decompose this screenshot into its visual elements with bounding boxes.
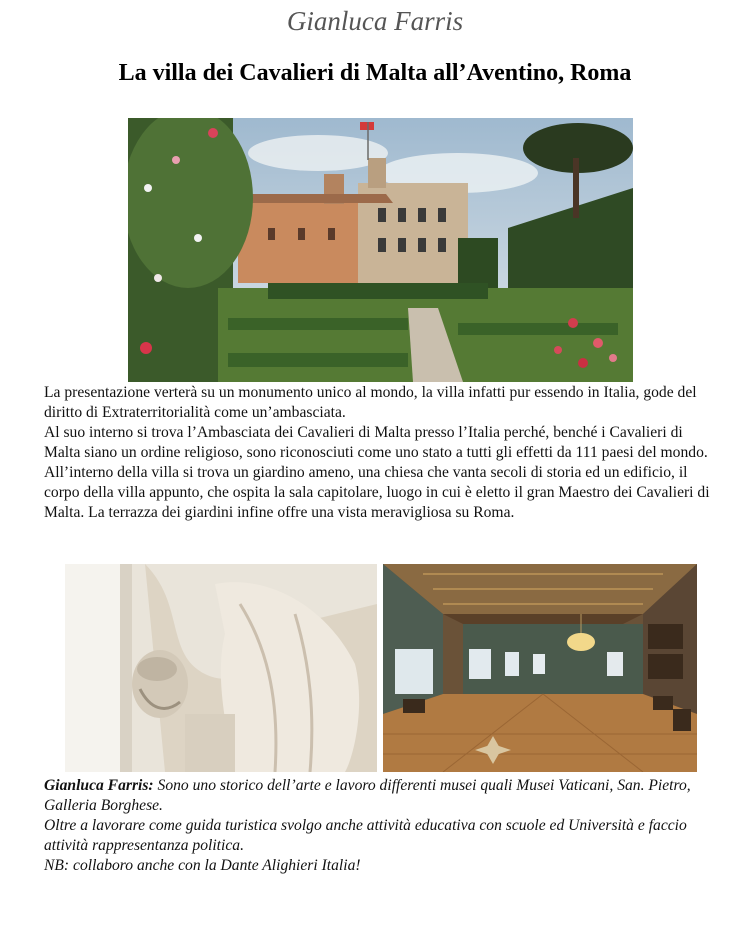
bio-line: NB: collaboro anche con la Dante Alighieri Italia!: [44, 857, 361, 874]
chapter-hall-photo: [383, 564, 697, 772]
paragraph: Al suo interno si trova l’Ambasciata dei Cavalieri di Malta presso l’Italia perché, benché i Cavalieri di Malta siano un ordine religioso, sono riconosciuti come uno stato a tutti gli effetti da 111 paesi del mondo.: [44, 424, 708, 461]
bio-line: Oltre a lavorare come guida turistica svolgo anche attività educativa con scuole ed Università e faccio attività rappresentanza politica.: [44, 817, 687, 854]
marble-statue-photo: [65, 564, 377, 772]
author-header: Gianluca Farris: [286, 6, 464, 36]
body-text: [44, 383, 716, 523]
villa-garden-illustration: [128, 118, 633, 382]
paragraph: All’interno della villa si trova un giardino ameno, una chiesa che vanta secoli di storia ed un edificio, il corpo della villa appunto, che ospita la sala capitolare, luogo in cui è eletto il gran Maestro dei Cavalieri di Malta. La terrazza dei giardini infine offre una vista meravigliosa su Roma.: [44, 464, 710, 521]
page-title: La villa dei Cavalieri di Malta all’Aventino, Roma: [118, 60, 632, 86]
author-bio: [44, 776, 724, 876]
paragraph: La presentazione verterà su un monumento unico al mondo, la villa infatti pur essendo in Italia, gode del diritto di Extraterritorialità come un’ambasciata.: [44, 384, 697, 421]
marble-statue-illustration: [65, 564, 377, 772]
bio-text: Sono uno storico dell’arte e lavoro differenti musei quali Musei Vaticani, San. Pietro, Galleria Borghese.: [44, 777, 691, 814]
villa-garden-photo: [128, 118, 633, 382]
bio-line: [44, 776, 724, 816]
chapter-hall-illustration: [383, 564, 697, 772]
bio-name: Gianluca Farris:: [44, 777, 154, 794]
